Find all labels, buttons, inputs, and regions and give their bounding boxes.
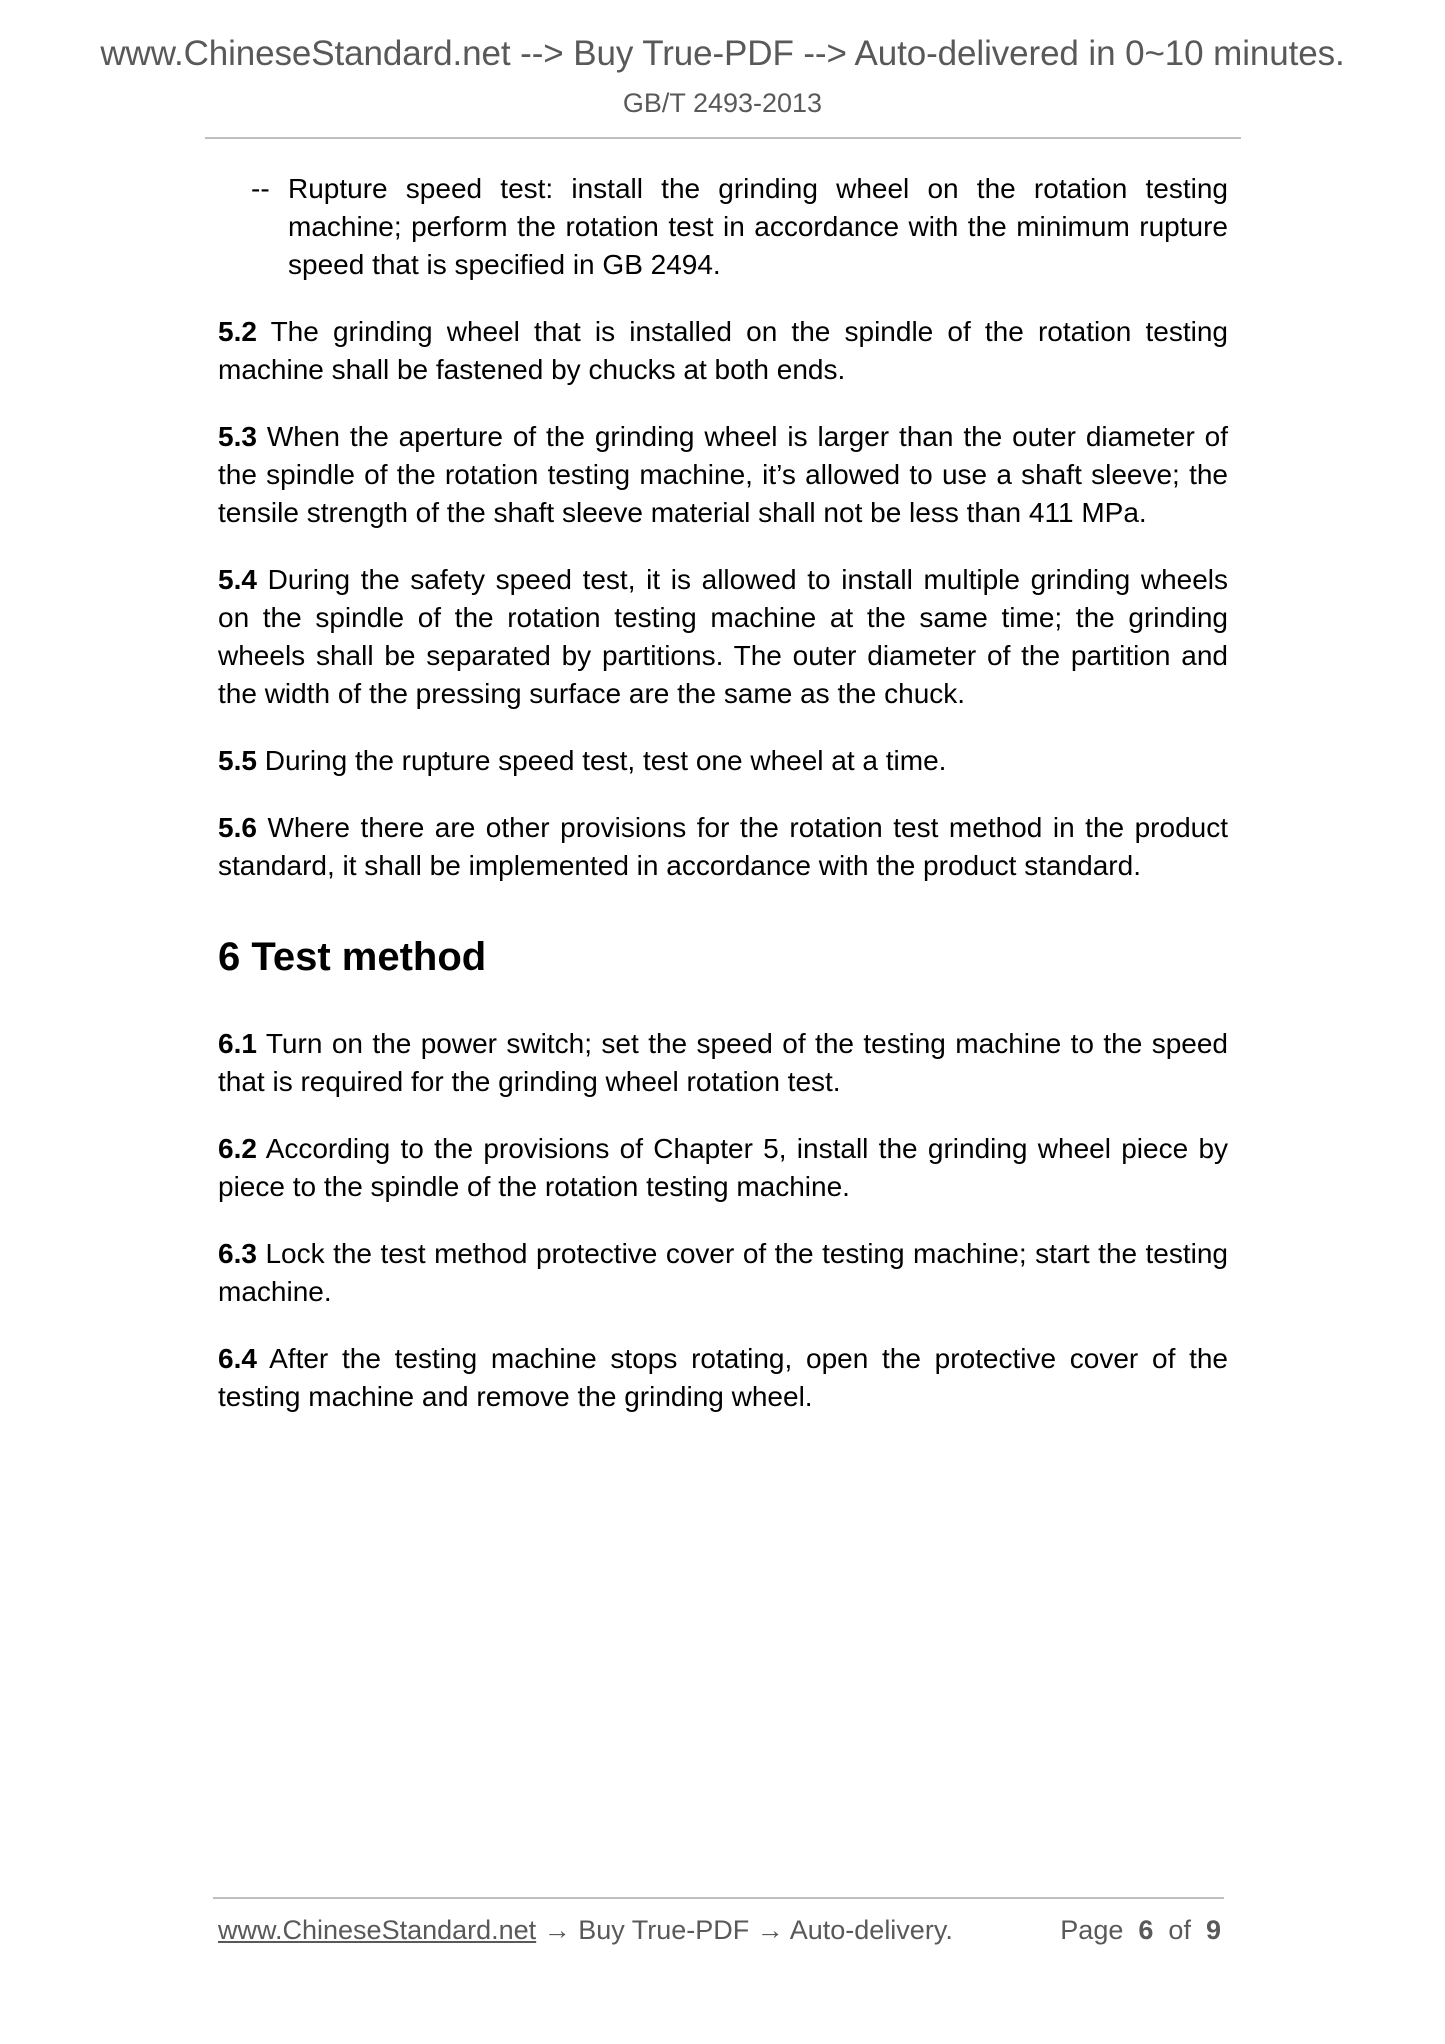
bullet-text: Rupture speed test: install the grinding wheel on the rotation testing machine; perform the rotation test in accordance with the minimum rupture speed that is specified in GB 2494. bbox=[288, 173, 1228, 280]
header-divider bbox=[205, 137, 1241, 139]
clause-5-6 bbox=[218, 809, 1228, 885]
footer-site-link[interactable]: www.ChineseStandard.net bbox=[218, 1915, 537, 1945]
clause-number: 5.2 bbox=[218, 316, 257, 347]
bullet-dash: -- bbox=[251, 173, 270, 204]
clause-number: 5.6 bbox=[218, 812, 257, 843]
clause-5-3 bbox=[218, 418, 1228, 532]
clause-number: 6.4 bbox=[218, 1343, 257, 1374]
bullet-item bbox=[218, 170, 1228, 284]
clause-text: During the safety speed test, it is allowed to install multiple grinding wheels on the spindle of the rotation testing machine at the same time; the grinding wheels shall be separated by partitions. The outer diameter of the partition and the width of the pressing surface are the same as the chuck. bbox=[218, 564, 1229, 709]
clause-text: After the testing machine stops rotating, open the protective cover of the testing machine and remove the grinding wheel. bbox=[218, 1343, 1228, 1412]
page-body bbox=[218, 170, 1228, 1445]
clause-text: When the aperture of the grinding wheel is larger than the outer diameter of the spindle of the rotation testing machine, it’s allowed to use a shaft sleeve; the tensile strength of the shaft sleeve material shall not be less than 411 MPa. bbox=[218, 421, 1229, 528]
clause-6-3 bbox=[218, 1235, 1228, 1311]
clause-text: Lock the test method protective cover of the testing machine; start the testing machine. bbox=[218, 1238, 1228, 1307]
footer-promo-text: → Buy True-PDF → Auto-delivery. bbox=[536, 1915, 953, 1945]
clause-text: Where there are other provisions for the rotation test method in the product standard, it shall be implemented in accordance with the product standard. bbox=[218, 812, 1229, 881]
page-of-label: of bbox=[1168, 1915, 1191, 1945]
clause-number: 6.3 bbox=[218, 1238, 257, 1269]
clause-5-2 bbox=[218, 313, 1228, 389]
clause-number: 5.3 bbox=[218, 421, 257, 452]
page-total: 9 bbox=[1205, 1915, 1221, 1945]
clause-number: 6.2 bbox=[218, 1133, 257, 1164]
clause-text: Turn on the power switch; set the speed of the testing machine to the speed that is required for the grinding wheel rotation test. bbox=[218, 1028, 1228, 1097]
clause-text: According to the provisions of Chapter 5, install the grinding wheel piece by piece to the spindle of the rotation testing machine. bbox=[218, 1133, 1229, 1202]
header-banner: www.ChineseStandard.net --> Buy True-PDF --> Auto-delivered in 0~10 minutes. bbox=[100, 34, 1345, 73]
clause-5-5 bbox=[218, 742, 1228, 780]
footer-divider bbox=[213, 1897, 1224, 1899]
page-current: 6 bbox=[1138, 1915, 1154, 1945]
page-number bbox=[1060, 1915, 1221, 1946]
section-heading: 6 Test method bbox=[218, 935, 487, 979]
clause-5-4 bbox=[218, 561, 1228, 713]
clause-text: During the rupture speed test, test one wheel at a time. bbox=[264, 745, 947, 776]
clause-6-1 bbox=[218, 1025, 1228, 1101]
footer-promo bbox=[218, 1915, 953, 1946]
clause-6-4 bbox=[218, 1340, 1228, 1416]
clause-number: 6.1 bbox=[218, 1028, 257, 1059]
page-label: Page bbox=[1060, 1915, 1124, 1945]
clause-number: 5.4 bbox=[218, 564, 257, 595]
clause-number: 5.5 bbox=[218, 745, 257, 776]
clause-6-2 bbox=[218, 1130, 1228, 1206]
clause-text: The grinding wheel that is installed on the spindle of the rotation testing machine shall be fastened by chucks at both ends. bbox=[218, 316, 1228, 385]
standard-code: GB/T 2493-2013 bbox=[622, 88, 823, 118]
